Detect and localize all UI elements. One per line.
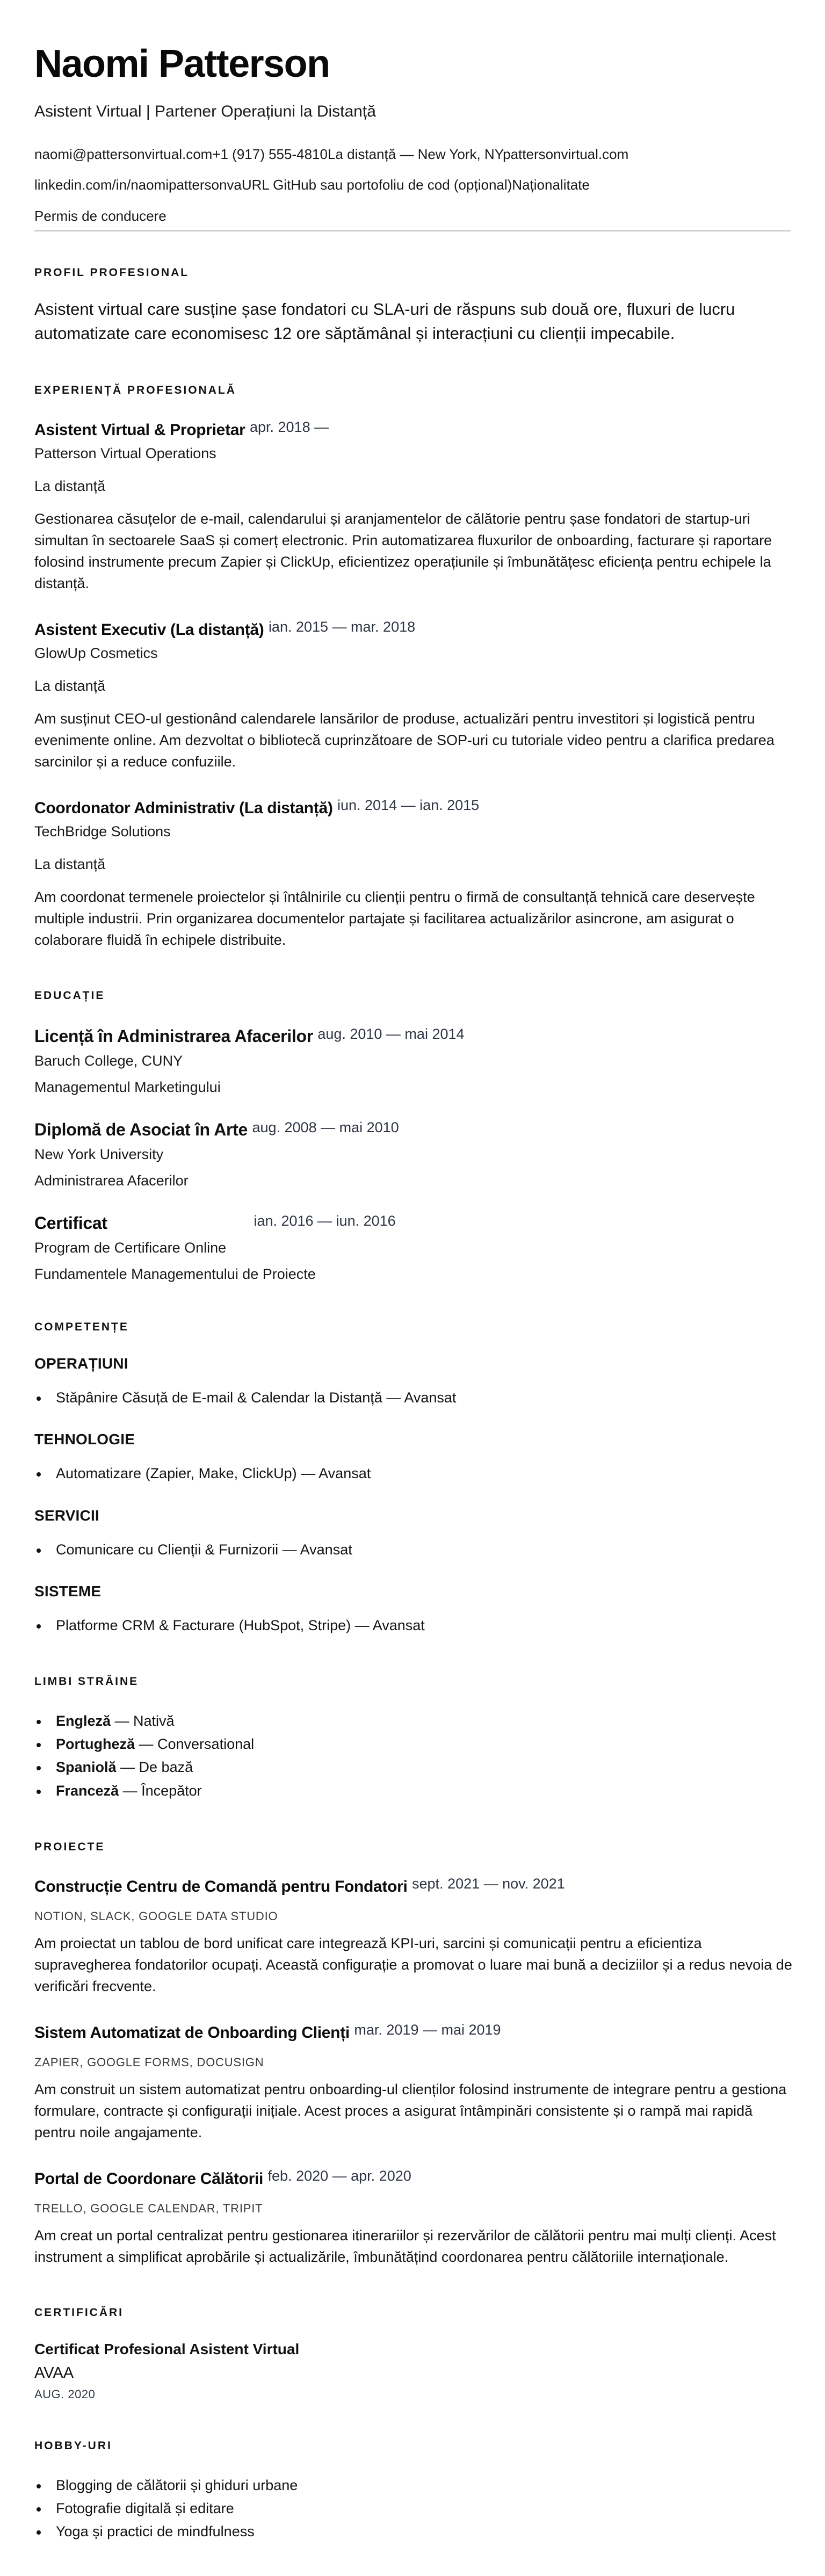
section-title-languages: LIMBI STRĂINE: [34, 1675, 139, 1688]
header-divider: [34, 230, 791, 231]
projects-section: [34, 1840, 791, 2268]
languages-section: [34, 1675, 791, 1803]
job-description: Am coordonat termenele proiectelor și întâlnirile cu clienții pentru o firmă de consultanță tehnică care deservește multiple industrii. Prin organizarea documentelor partajate și facilitarea actualizărilor asincrone, am asigurat o colaborare fluidă în echipele distribuite.: [34, 888, 755, 948]
section-title-hobbies: HOBBY-URI: [34, 2439, 112, 2452]
job-dates: iun. 2014 — ian. 2015: [337, 797, 480, 813]
job-location: La distanță: [34, 678, 106, 694]
skills-section: [34, 1320, 791, 1637]
job-location: La distanță: [34, 478, 106, 495]
education-dates: aug. 2010 — mai 2014: [317, 1025, 465, 1042]
nationality: Naționalitate: [512, 177, 590, 193]
skill-group-title: SISTEME: [34, 1582, 102, 1600]
section-title-experience: EXPERIENȚĂ PROFESIONALĂ: [34, 384, 236, 397]
linkedin-link[interactable]: linkedin.com/in/naomipattersonva: [34, 177, 242, 193]
skill-group: [34, 1583, 791, 1637]
job-dates: ian. 2015 — mar. 2018: [268, 619, 416, 635]
field-of-study: Fundamentele Managementului de Proiecte: [34, 1265, 316, 1282]
job-description: Am susținut CEO-ul gestionând calendarele lansărilor de produse, actualizări pentru investitori și logistică pentru evenimente online. Am dezvoltat o bibliotecă cuprinzătoare de SOP-uri cu tutoriale video pentru a clarifica predarea sarcinilor și a reduce confuziile.: [34, 711, 775, 770]
institution-name: Program de Certificare Online: [34, 1239, 227, 1256]
project-item: [34, 2167, 791, 2268]
profile-summary: Asistent virtual care susține șase fondatori cu SLA-uri de răspuns sub două ore, fluxuri de lucru automatizate care economisesc 12 ore săptămânal și interacțiuni cu clienții impecabile.: [34, 300, 735, 343]
institution-name: Baruch College, CUNY: [34, 1052, 183, 1069]
certification-issuer: AVAA: [34, 2364, 74, 2382]
language-level: — Nativă: [111, 1713, 175, 1730]
language-item: [34, 1710, 791, 1733]
skill-group-title: SERVICII: [34, 1507, 99, 1524]
github-placeholder: URL GitHub sau portofoliu de cod (opțional): [241, 177, 512, 193]
language-name: Portugheză: [56, 1736, 135, 1753]
skill-item: Comunicare cu Clienții & Furnizorii — Avansat: [34, 1538, 791, 1561]
location: La distanță — New York, NY: [327, 146, 503, 162]
section-title-projects: PROIECTE: [34, 1840, 105, 1853]
project-description: Am creat un portal centralizat pentru gestionarea itinerariilor și rezervărilor de călătorii pentru mai mulți clienți. Acest instrument a simplificat aprobările și actualizările, îmbunătățind coordonarea pentru călătoriile internaționale.: [34, 2227, 776, 2265]
certification-item: [34, 2341, 791, 2401]
hobby-item: Blogging de călătorii și ghiduri urbane: [34, 2474, 791, 2497]
skill-group-title: TEHNOLOGIE: [34, 1431, 135, 1448]
website-link[interactable]: pattersonvirtual.com: [503, 146, 629, 162]
language-item: [34, 1756, 791, 1779]
email-link[interactable]: naomi@pattersonvirtual.com: [34, 146, 213, 162]
section-title-education: EDUCAȚIE: [34, 989, 105, 1002]
experience-item: [34, 797, 791, 951]
headline: Asistent Virtual | Partener Operațiuni la Distanță: [34, 102, 376, 120]
skill-group: [34, 1431, 791, 1485]
contact-line-primary: [34, 146, 791, 164]
project-dates: mar. 2019 — mai 2019: [354, 2021, 501, 2038]
project-description: Am proiectat un tablou de bord unificat care integrează KPI-uri, sarcini și comunicații pentru a eficientiza supravegherea fondatorilor ocupați. Această configurație a promovat o luare mai bună a deciziilor și a redus nevoia de verificări frecvente.: [34, 1935, 792, 1994]
project-tech-stack: TRELLO, GOOGLE CALENDAR, TRIPIT: [34, 2201, 263, 2215]
language-level: — Începător: [119, 1782, 202, 1799]
job-title: Asistent Virtual & Proprietar: [34, 421, 245, 439]
project-name: Construcție Centru de Comandă pentru Fondatori: [34, 1878, 408, 1896]
resume-header: [34, 44, 791, 231]
education-item: [34, 1119, 791, 1189]
project-dates: sept. 2021 — nov. 2021: [412, 1876, 565, 1892]
section-title-certifications: CERTIFICĂRI: [34, 2306, 124, 2319]
candidate-name: Naomi Patterson: [34, 42, 330, 85]
language-name: Engleză: [56, 1713, 111, 1730]
skill-item: Stăpânire Căsuță de E-mail & Calendar la Distanță — Avansat: [34, 1386, 791, 1409]
section-title-skills: COMPETENȚE: [34, 1320, 129, 1333]
language-item: [34, 1779, 791, 1803]
phone-number[interactable]: +1 (917) 555-4810: [212, 146, 328, 162]
education-item: [34, 1213, 791, 1283]
driving-license: Permis de conducere: [34, 208, 167, 225]
company-name: TechBridge Solutions: [34, 823, 171, 840]
project-item: [34, 1875, 791, 1998]
experience-item: [34, 618, 791, 773]
hobbies-section: [34, 2439, 791, 2544]
company-name: GlowUp Cosmetics: [34, 645, 158, 662]
experience-item: [34, 418, 791, 595]
hobby-item: Yoga și practici de mindfulness: [34, 2520, 791, 2543]
skill-item: Platforme CRM & Facturare (HubSpot, Stripe) — Avansat: [34, 1614, 791, 1637]
field-of-study: Administrarea Afacerilor: [34, 1172, 189, 1189]
job-title: Asistent Executiv (La distanță): [34, 621, 264, 639]
skill-item: Automatizare (Zapier, Make, ClickUp) — Avansat: [34, 1462, 791, 1485]
certifications-section: [34, 2306, 791, 2401]
skill-group-title: OPERAȚIUNI: [34, 1355, 128, 1372]
job-location: La distanță: [34, 856, 106, 872]
job-dates: apr. 2018 —: [249, 419, 329, 436]
profile-section: [34, 266, 791, 346]
education-section: [34, 989, 791, 1283]
language-item: [34, 1733, 791, 1756]
project-name: Portal de Coordonare Călătorii: [34, 2169, 264, 2188]
project-tech-stack: NOTION, SLACK, GOOGLE DATA STUDIO: [34, 1909, 278, 1923]
job-description: Gestionarea căsuțelor de e-mail, calendarului și aranjamentelor de călătorie pentru șase fondatori de startup-uri simultan în sectoarele SaaS și comerț electronic. Prin automatizarea fluxurilor de onboarding, facturare și raportare folosind instrumente precum Zapier și ClickUp, eficientizez operațiunile și îmbunătățesc eficiența pentru echipele la distanță.: [34, 511, 772, 592]
certification-date: AUG. 2020: [34, 2387, 96, 2401]
degree-title: Certificat: [34, 1213, 107, 1233]
company-name: Patterson Virtual Operations: [34, 445, 216, 462]
project-dates: feb. 2020 — apr. 2020: [267, 2167, 411, 2184]
language-name: Franceză: [56, 1782, 119, 1799]
project-tech-stack: ZAPIER, GOOGLE FORMS, DOCUSIGN: [34, 2055, 264, 2069]
project-name: Sistem Automatizat de Onboarding Clienți: [34, 2023, 350, 2042]
skill-group: [34, 1507, 791, 1561]
degree-title: Licență în Administrarea Afacerilor: [34, 1026, 313, 1046]
degree-title: Diplomă de Asociat în Arte: [34, 1119, 248, 1139]
hobby-item: Fotografie digitală și editare: [34, 2497, 791, 2520]
language-name: Spaniolă: [56, 1759, 117, 1776]
education-dates: aug. 2008 — mai 2010: [252, 1119, 399, 1135]
certification-name: Certificat Profesional Asistent Virtual: [34, 2340, 300, 2357]
language-level: — De bază: [116, 1759, 193, 1776]
section-title-profile: PROFIL PROFESIONAL: [34, 266, 190, 279]
experience-section: [34, 383, 791, 951]
project-item: [34, 2021, 791, 2144]
contact-line-secondary: [34, 176, 791, 194]
field-of-study: Managementul Marketingului: [34, 1079, 221, 1095]
skill-group: [34, 1355, 791, 1409]
institution-name: New York University: [34, 1146, 164, 1162]
project-description: Am construit un sistem automatizat pentru onboarding-ul clienților folosind instrumente de integrare pentru a gestiona formulare, contracte și configurații inițiale. Acest proces a asigurat întâmpinări consistente și o rampă mai rapidă pentru noile angajamente.: [34, 2081, 787, 2140]
education-item: [34, 1026, 791, 1096]
education-dates: ian. 2016 — iun. 2016: [254, 1212, 396, 1229]
job-title: Coordonator Administrativ (La distanță): [34, 799, 333, 817]
language-level: — Conversational: [135, 1736, 255, 1753]
